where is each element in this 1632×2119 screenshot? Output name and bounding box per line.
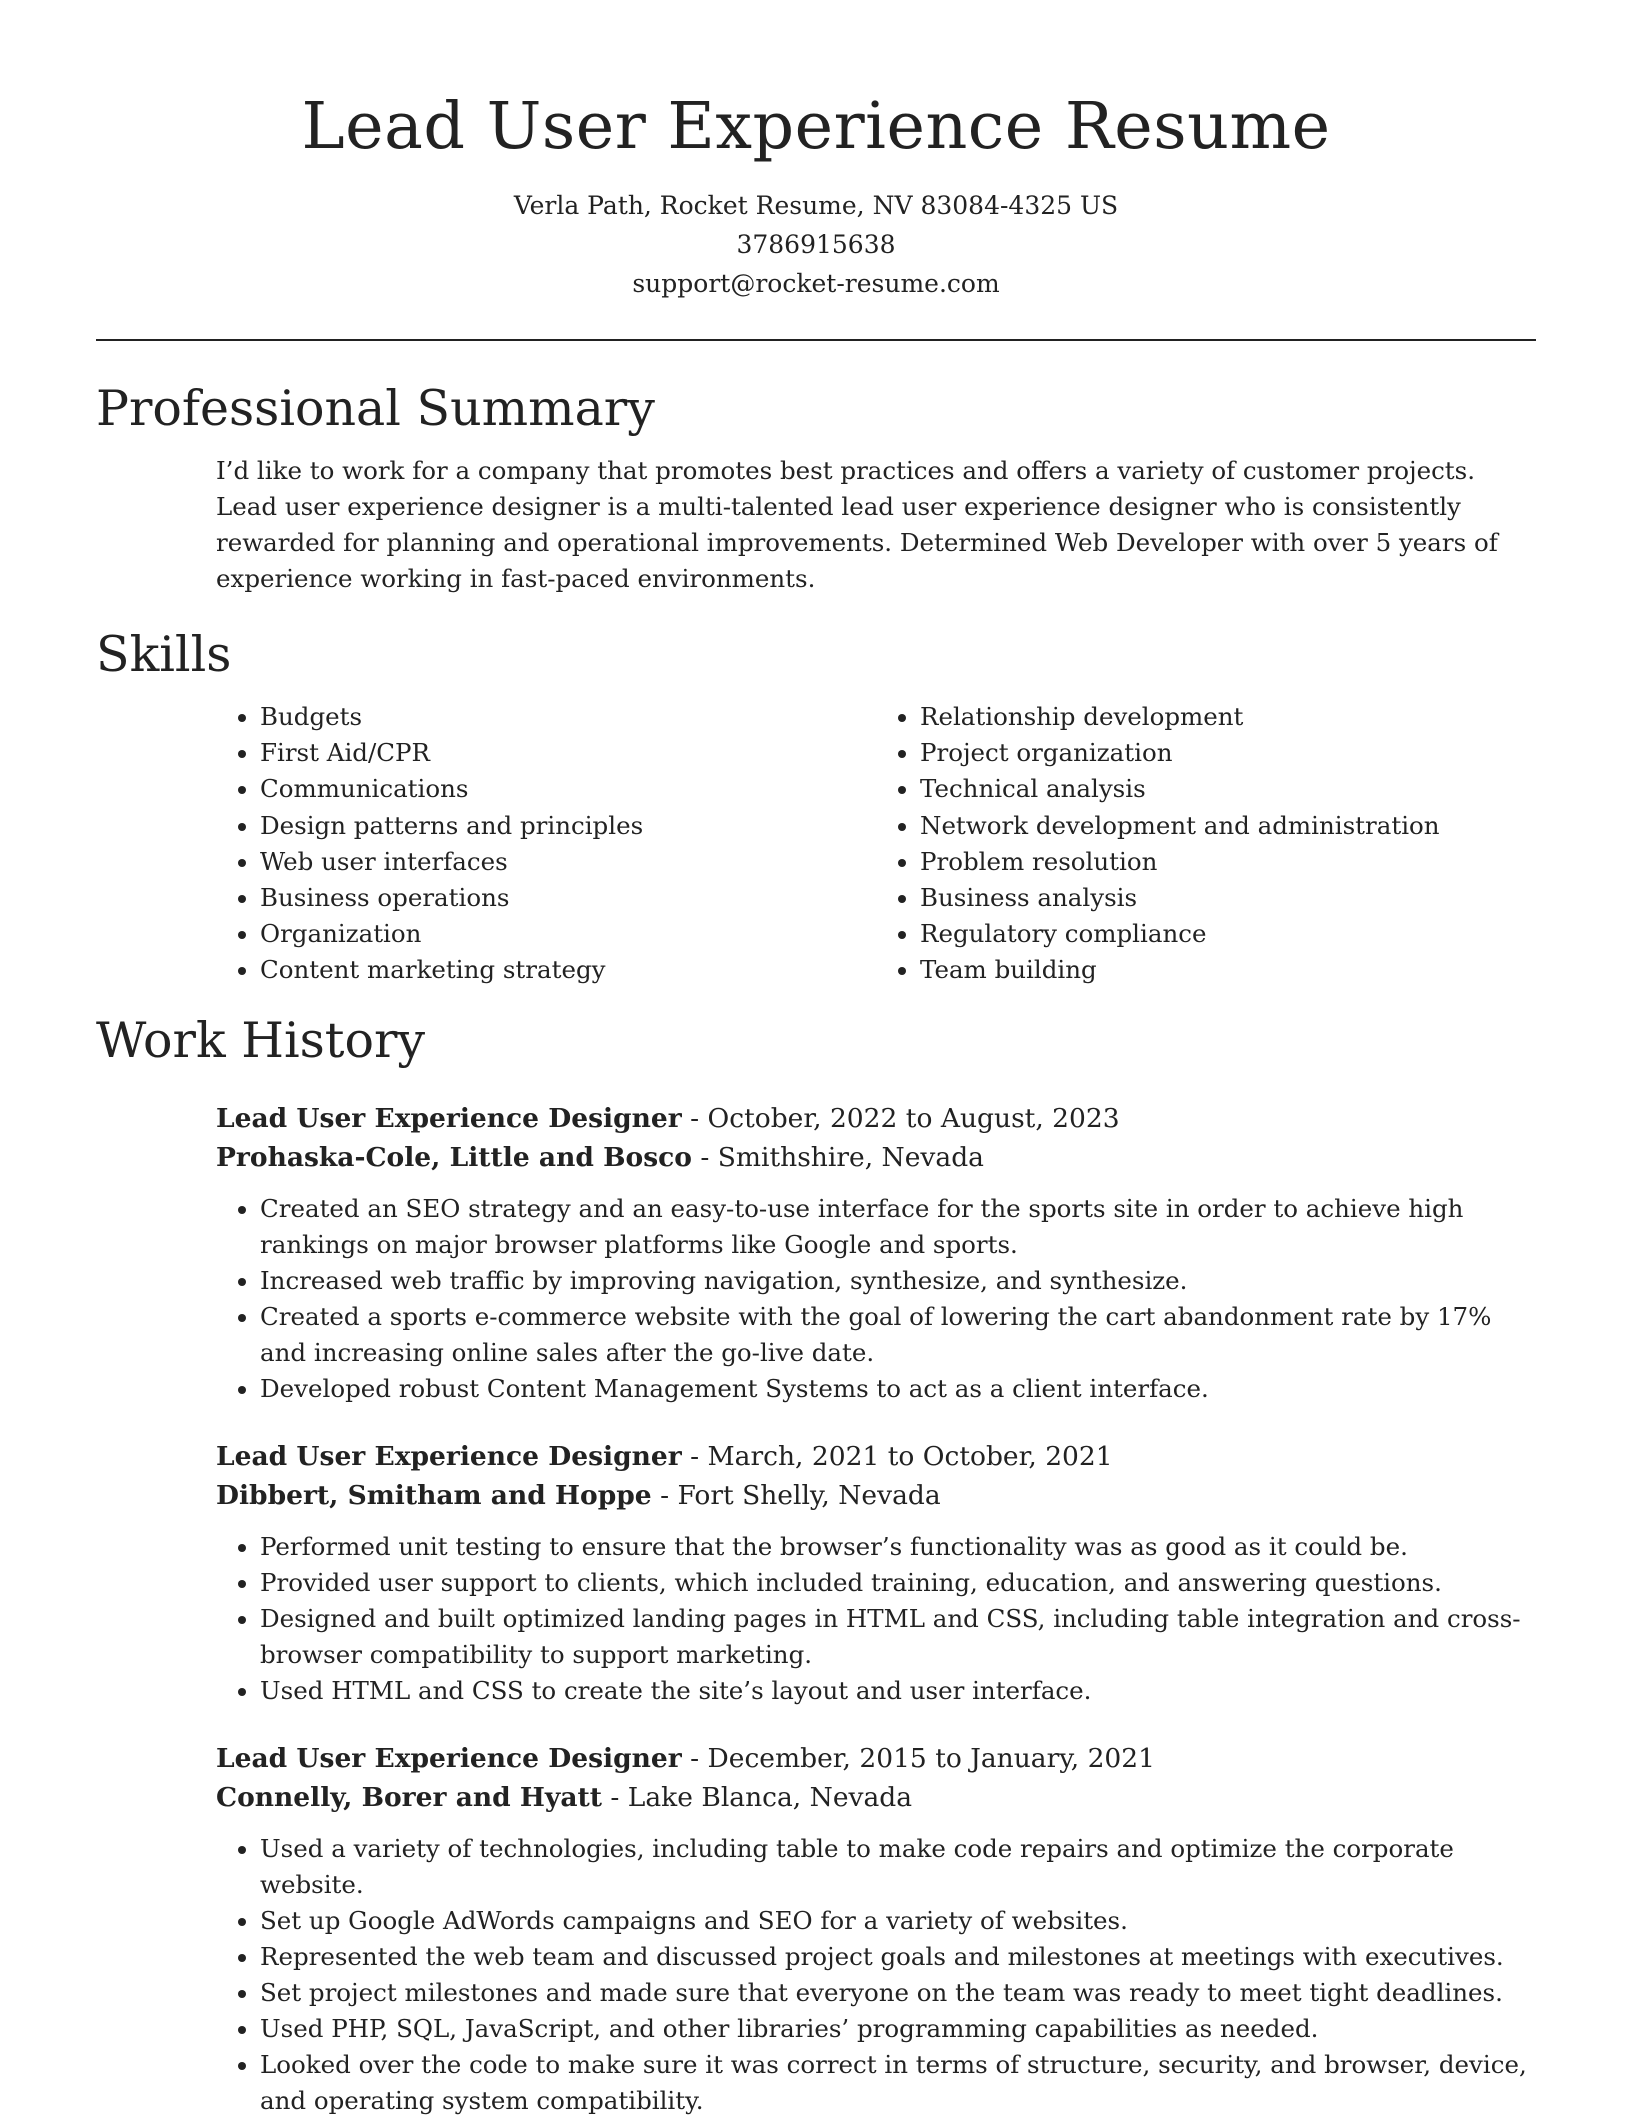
skill-item: • Technical analysis xyxy=(920,771,1536,807)
job-company-line xyxy=(216,1476,1536,1515)
skill-item: • Budgets xyxy=(260,699,876,735)
skill-item: • Team building xyxy=(920,952,1536,988)
skill-item: • Business operations xyxy=(260,880,876,916)
job-company-line xyxy=(216,1778,1536,1817)
job-location: - Fort Shelly, Nevada xyxy=(651,1479,941,1511)
job-bullet: • Represented the web team and discussed project goals and milestones at meetings with executives. xyxy=(260,1939,1536,1975)
job-bullet: • Created a sports e-commerce website with the goal of lowering the cart abandonment rate by 17% and increasing online sales after the go-live date. xyxy=(260,1299,1536,1371)
contact-email: support@rocket-resume.com xyxy=(632,269,1000,298)
job-location: - Smithshire, Nevada xyxy=(691,1141,984,1173)
job-bullet: • Set up Google AdWords campaigns and SEO for a variety of websites. xyxy=(260,1903,1536,1939)
job-bullet: • Set project milestones and made sure that everyone on the team was ready to meet tight deadlines. xyxy=(260,1975,1536,2011)
skill-item: • First Aid/CPR xyxy=(260,735,876,771)
resume-title: Lead User Experience Resume xyxy=(301,89,1331,164)
job-dates: - October, 2022 to August, 2023 xyxy=(681,1102,1120,1134)
job-company-line xyxy=(216,1138,1536,1177)
summary-heading: Professional Summary xyxy=(96,380,655,437)
job-bullet: • Used a variety of technologies, including table to make code repairs and optimize the corporate website. xyxy=(260,1831,1536,1903)
job-bullet: • Created an SEO strategy and an easy-to-use interface for the sports site in order to achieve high rankings on major browser platforms like Google and sports. xyxy=(260,1191,1536,1263)
job-bullet: • Looked over the code to make sure it was correct in terms of structure, security, and browser, device, and operating system compatibility. xyxy=(260,2047,1536,2119)
job-bullet: • Used PHP, SQL, JavaScript, and other libraries’ programming capabilities as needed. xyxy=(260,2011,1536,2047)
skills-column-left xyxy=(216,699,876,989)
header-divider xyxy=(96,339,1536,341)
job-title: Lead User Experience Designer xyxy=(216,1102,682,1134)
job-bullet-list xyxy=(216,1831,1536,2119)
contact-phone: 3786915638 xyxy=(736,230,896,259)
skill-item: • Problem resolution xyxy=(920,844,1536,880)
summary-text: I’d like to work for a company that promotes best practices and offers a variety of customer projects. Lead user experience designer is a multi-talented lead user experience designer who is consistently rewarded for planning and operational improvements. Determined Web Developer with over 5 years of experience working in fast-paced environments. xyxy=(216,456,1498,593)
job-bullet-list xyxy=(216,1529,1536,1709)
skills-column-right xyxy=(876,699,1536,989)
skill-item: • Regulatory compliance xyxy=(920,916,1536,952)
skill-item: • Relationship development xyxy=(920,699,1536,735)
job-entry xyxy=(216,1437,1536,1709)
job-bullet: • Provided user support to clients, which included training, education, and answering questions. xyxy=(260,1565,1536,1601)
job-location: - Lake Blanca, Nevada xyxy=(601,1781,913,1813)
skill-item: • Web user interfaces xyxy=(260,844,876,880)
resume-header xyxy=(96,0,1536,303)
skills-heading: Skills xyxy=(96,626,232,683)
skill-item: • Design patterns and principles xyxy=(260,808,876,844)
skill-item: • Project organization xyxy=(920,735,1536,771)
job-title-line xyxy=(216,1739,1536,1778)
skill-item: • Communications xyxy=(260,771,876,807)
job-company: Dibbert, Smitham and Hoppe xyxy=(216,1479,652,1511)
job-bullet: • Performed unit testing to ensure that the browser’s functionality was as good as it could be. xyxy=(260,1529,1536,1565)
job-dates: - December, 2015 to January, 2021 xyxy=(681,1742,1156,1774)
skill-item: • Network development and administration xyxy=(920,808,1536,844)
job-entry xyxy=(216,1099,1536,1407)
skills-grid xyxy=(216,699,1536,989)
contact-info xyxy=(96,186,1536,303)
job-title: Lead User Experience Designer xyxy=(216,1440,682,1472)
contact-address: Verla Path, Rocket Resume, NV 83084-4325 US xyxy=(513,191,1119,220)
job-entry xyxy=(216,1739,1536,2119)
job-title-line xyxy=(216,1437,1536,1476)
work-history-heading: Work History xyxy=(96,1011,426,1069)
job-bullet: • Used HTML and CSS to create the site’s layout and user interface. xyxy=(260,1673,1536,1709)
job-bullet: • Developed robust Content Management Systems to act as a client interface. xyxy=(260,1371,1536,1407)
job-bullet-list xyxy=(216,1191,1536,1407)
job-company: Connelly, Borer and Hyatt xyxy=(216,1781,602,1813)
job-bullet: • Designed and built optimized landing pages in HTML and CSS, including table integration and cross-browser compatibility to support marketing. xyxy=(260,1601,1536,1673)
skill-item: • Content marketing strategy xyxy=(260,952,876,988)
job-title: Lead User Experience Designer xyxy=(216,1742,682,1774)
job-dates: - March, 2021 to October, 2021 xyxy=(681,1440,1113,1472)
job-title-line xyxy=(216,1099,1536,1138)
job-bullet: • Increased web traffic by improving navigation, synthesize, and synthesize. xyxy=(260,1263,1536,1299)
skill-item: • Organization xyxy=(260,916,876,952)
job-company: Prohaska-Cole, Little and Bosco xyxy=(216,1141,692,1173)
skill-item: • Business analysis xyxy=(920,880,1536,916)
